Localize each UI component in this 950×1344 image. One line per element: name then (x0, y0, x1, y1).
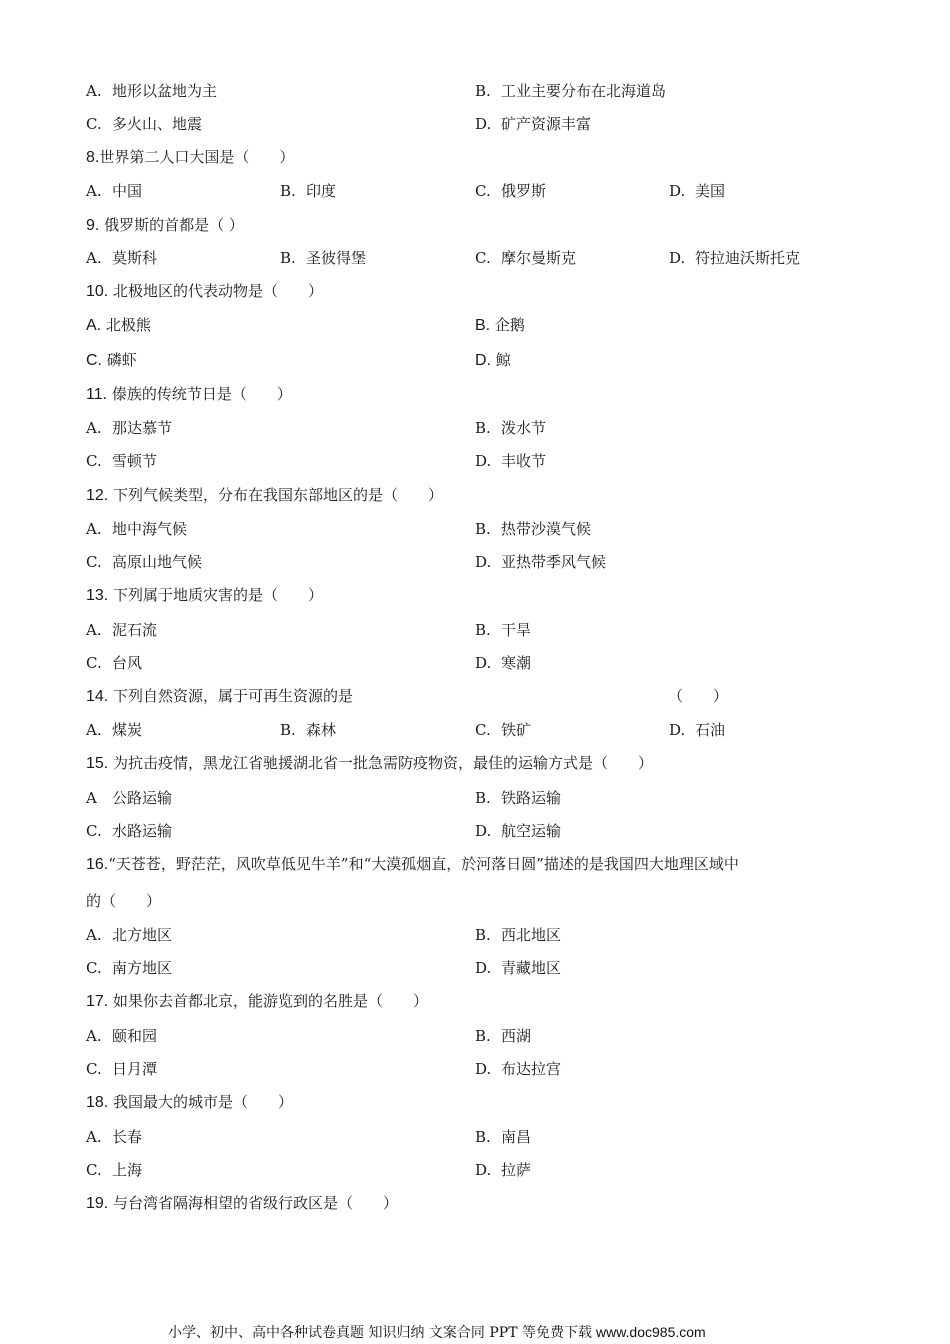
option-letter: C. (86, 654, 102, 672)
question-text-continued: 的（ ） (86, 892, 162, 910)
option-letter: D. (475, 822, 492, 840)
option-letter: A. (86, 621, 102, 639)
question-number: 18. (86, 1094, 109, 1111)
q11-option-c[interactable] (86, 447, 157, 475)
option-text: 南方地区 (112, 959, 173, 977)
q8-options-row (0, 177, 950, 205)
q16-options-row-1 (0, 921, 950, 949)
q8-option-b[interactable] (280, 177, 336, 205)
question-text: 傣族的传统节日是（ ） (111, 385, 292, 403)
option-letter: C. (86, 352, 102, 369)
option-letter: A. (86, 82, 102, 100)
option-text: 摩尔曼斯克 (501, 249, 577, 267)
q12-options-row-1 (0, 515, 950, 543)
q11-stem (0, 380, 950, 408)
question-number: 10. (86, 283, 109, 300)
option-letter: C. (86, 1161, 102, 1179)
footer-link[interactable]: www.doc985.com (595, 1324, 706, 1340)
question-number: 11. (86, 386, 108, 403)
q7-options-row-1 (0, 77, 950, 105)
option-text: 亚热带季风气候 (501, 553, 607, 571)
q17-option-d[interactable] (475, 1055, 561, 1083)
option-text: 莫斯科 (112, 249, 158, 267)
option-text: 铁路运输 (501, 789, 562, 807)
q9-option-c[interactable] (475, 244, 576, 272)
option-letter: D. (669, 721, 686, 739)
option-text: 企鹅 (494, 316, 525, 334)
question-text: 下列属于地质灾害的是（ ） (113, 586, 324, 604)
option-letter: C. (475, 721, 491, 739)
question-text: 我国最大的城市是（ ） (113, 1093, 294, 1111)
q19-stem (0, 1189, 950, 1217)
q17-stem (0, 987, 950, 1015)
q18-options-row-1 (0, 1123, 950, 1151)
option-text: 符拉迪沃斯托克 (695, 249, 801, 267)
option-letter: C. (86, 1060, 102, 1078)
option-text: 印度 (306, 182, 337, 200)
question-text: 与台湾省隔海相望的省级行政区是（ ） (113, 1194, 399, 1212)
question-text: 为抗击疫情，黑龙江省驰援湖北省一批急需防疫物资，最佳的运输方式是（ ） (113, 754, 654, 772)
q14-option-d[interactable] (669, 716, 725, 744)
option-text: 磷虾 (106, 351, 137, 369)
question-number: 9. (86, 217, 100, 234)
option-letter: A. (86, 419, 102, 437)
option-letter: D. (475, 959, 492, 977)
q9-option-d[interactable] (669, 244, 800, 272)
option-text: 北方地区 (112, 926, 173, 944)
option-text: 泥石流 (112, 621, 158, 639)
question-number: 19. (86, 1195, 109, 1212)
q10-option-d[interactable] (475, 346, 511, 375)
option-letter: D. (475, 452, 492, 470)
option-text: 雪顿节 (112, 452, 158, 470)
question-text: 北极地区的代表动物是（ ） (113, 282, 324, 300)
option-text: 地形以盆地为主 (112, 82, 218, 100)
question-text: 如果你去首都北京，能游览到的名胜是（ ） (113, 992, 429, 1010)
q12-option-c[interactable] (86, 548, 202, 576)
q8-stem (0, 143, 950, 171)
option-letter: D. (475, 352, 491, 369)
option-letter: D. (475, 115, 492, 133)
q14-stem (0, 682, 950, 710)
option-letter: A. (86, 182, 102, 200)
option-letter: B. (475, 82, 491, 100)
option-text: 日月潭 (112, 1060, 158, 1078)
option-letter: D. (475, 654, 492, 672)
q18-option-a[interactable] (86, 1123, 142, 1151)
q15-option-a[interactable] (86, 784, 172, 812)
option-letter: B. (475, 520, 491, 538)
q18-option-b[interactable] (475, 1123, 531, 1151)
question-text: 下列气候类型，分布在我国东部地区的是（ ） (113, 486, 444, 504)
option-text: 高原山地气候 (112, 553, 203, 571)
option-letter: A. (86, 1128, 102, 1146)
q15-options-row-2 (0, 817, 950, 845)
q9-option-b[interactable] (280, 244, 366, 272)
option-letter: D. (669, 249, 686, 267)
option-text: 煤炭 (112, 721, 143, 739)
option-text: 工业主要分布在北海道岛 (501, 82, 667, 100)
q7-option-a[interactable] (86, 77, 217, 105)
option-text: 颐和园 (112, 1027, 158, 1045)
option-text: 泼水节 (501, 419, 547, 437)
q12-stem (0, 481, 950, 509)
option-text: 热带沙漠气候 (501, 520, 592, 538)
option-text: 圣彼得堡 (306, 249, 367, 267)
q18-stem (0, 1088, 950, 1116)
option-letter: D. (475, 1161, 492, 1179)
option-text: 台风 (112, 654, 143, 672)
question-text: 俄罗斯的首都是（ ） (104, 216, 244, 234)
option-text: 北极熊 (105, 316, 151, 334)
option-text: 长春 (112, 1128, 143, 1146)
option-text: 青藏地区 (501, 959, 562, 977)
q12-option-d[interactable] (475, 548, 606, 576)
question-number: 13. (86, 587, 109, 604)
option-text: 上海 (112, 1161, 143, 1179)
q13-options-row-2 (0, 649, 950, 677)
q14-option-b[interactable] (280, 716, 336, 744)
q16-stem-line-1 (0, 850, 950, 878)
option-text: 中国 (112, 182, 143, 200)
q13-option-d[interactable] (475, 649, 531, 677)
option-text: 南昌 (501, 1128, 532, 1146)
option-letter: A. (86, 926, 102, 944)
q12-options-row-2 (0, 548, 950, 576)
question-text: “天苍苍，野茫茫，风吹草低见牛羊”和“大漠孤烟直，於河落日圆”描述的是我国四大地理区域中 (108, 855, 739, 873)
q13-options-row-1 (0, 616, 950, 644)
option-letter: A. (86, 721, 102, 739)
q14-options-row (0, 716, 950, 744)
option-text: 地中海气候 (112, 520, 188, 538)
q18-option-c[interactable] (86, 1156, 142, 1184)
q8-option-d[interactable] (669, 177, 725, 205)
q9-option-a[interactable] (86, 244, 157, 272)
option-text: 寒潮 (501, 654, 532, 672)
q17-options-row-2 (0, 1055, 950, 1083)
question-number: 16. (86, 856, 109, 873)
q12-option-a[interactable] (86, 515, 187, 543)
option-letter: B. (475, 789, 491, 807)
option-letter: D. (475, 553, 492, 571)
footer-text: 小学、初中、高中各种试卷真题 知识归纳 文案合同 PPT 等免费下载 (168, 1325, 592, 1341)
q16-option-c[interactable] (86, 954, 172, 982)
q10-options-row-2 (0, 346, 950, 374)
option-letter: B. (475, 419, 491, 437)
option-text: 水路运输 (112, 822, 173, 840)
option-letter: C. (86, 553, 102, 571)
option-letter: B. (475, 1027, 491, 1045)
q16-option-d[interactable] (475, 954, 561, 982)
option-letter: D. (475, 1060, 492, 1078)
option-letter: C. (86, 115, 102, 133)
option-letter: B. (280, 721, 296, 739)
q17-option-c[interactable] (86, 1055, 157, 1083)
q10-option-a[interactable] (86, 311, 151, 340)
option-letter: A (86, 789, 97, 807)
q9-stem (0, 211, 950, 239)
option-letter: C. (86, 822, 102, 840)
q12-option-b[interactable] (475, 515, 591, 543)
q18-options-row-2 (0, 1156, 950, 1184)
option-letter: B. (475, 926, 491, 944)
q7-option-c[interactable] (86, 110, 202, 138)
q7-options-row-2 (0, 110, 950, 138)
question-number: 14. (86, 688, 109, 705)
option-text: 航空运输 (501, 822, 562, 840)
q17-options-row-1 (0, 1022, 950, 1050)
q15-option-c[interactable] (86, 817, 172, 845)
q11-options-row-2 (0, 447, 950, 475)
q13-option-b[interactable] (475, 616, 531, 644)
question-number: 8. (86, 149, 100, 166)
option-letter: C. (86, 452, 102, 470)
question-number: 17. (86, 993, 109, 1010)
option-text: 布达拉宫 (501, 1060, 562, 1078)
option-letter: C. (475, 249, 491, 267)
q15-stem (0, 749, 950, 777)
q13-option-c[interactable] (86, 649, 142, 677)
q11-options-row-1 (0, 414, 950, 442)
option-text: 西湖 (501, 1027, 532, 1045)
question-number: 12. (86, 487, 109, 504)
option-text: 铁矿 (501, 721, 532, 739)
option-letter: A. (86, 317, 102, 334)
q17-option-a[interactable] (86, 1022, 157, 1050)
q7-option-b[interactable] (475, 77, 666, 105)
q10-options-row-1 (0, 311, 950, 339)
option-letter: B. (475, 621, 491, 639)
q16-stem-line-2 (0, 887, 950, 915)
footer (168, 1322, 706, 1343)
question-text: 下列自然资源，属于可再生资源的是 (113, 687, 354, 705)
answer-parentheses: （ ） (668, 687, 729, 705)
q11-option-a[interactable] (86, 414, 172, 442)
q10-option-b[interactable] (475, 311, 525, 340)
q13-stem (0, 581, 950, 609)
option-text: 那达慕节 (112, 419, 173, 437)
option-text: 公路运输 (112, 789, 173, 807)
option-letter: A. (86, 1027, 102, 1045)
option-letter: A. (86, 520, 102, 538)
option-text: 多火山、地震 (112, 115, 203, 133)
option-text: 石油 (695, 721, 726, 739)
q16-option-a[interactable] (86, 921, 172, 949)
q14-option-c[interactable] (475, 716, 531, 744)
option-letter: C. (475, 182, 491, 200)
option-letter: C. (86, 959, 102, 977)
option-text: 森林 (306, 721, 337, 739)
q11-option-b[interactable] (475, 414, 546, 442)
q8-option-a[interactable] (86, 177, 142, 205)
q16-option-b[interactable] (475, 921, 561, 949)
q15-option-b[interactable] (475, 784, 561, 812)
option-text: 丰收节 (501, 452, 547, 470)
option-text: 西北地区 (501, 926, 562, 944)
option-letter: A. (86, 249, 102, 267)
option-text: 鲸 (495, 351, 511, 369)
option-text: 俄罗斯 (501, 182, 547, 200)
option-text: 矿产资源丰富 (501, 115, 592, 133)
option-letter: B. (475, 317, 491, 334)
q17-option-b[interactable] (475, 1022, 531, 1050)
option-letter: B. (475, 1128, 491, 1146)
q10-option-c[interactable] (86, 346, 137, 375)
q7-option-d[interactable] (475, 110, 591, 138)
q15-option-d[interactable] (475, 817, 561, 845)
q14-option-a[interactable] (86, 716, 142, 744)
q13-option-a[interactable] (86, 616, 157, 644)
question-text: 世界第二人口大国是（ ） (99, 148, 295, 166)
option-text: 美国 (695, 182, 726, 200)
option-letter: B. (280, 182, 296, 200)
q15-options-row-1 (0, 784, 950, 812)
option-text: 拉萨 (501, 1161, 532, 1179)
q8-option-c[interactable] (475, 177, 546, 205)
q10-stem (0, 277, 950, 305)
option-letter: D. (669, 182, 686, 200)
q9-options-row (0, 244, 950, 272)
option-letter: B. (280, 249, 296, 267)
question-number: 15. (86, 755, 109, 772)
q18-option-d[interactable] (475, 1156, 531, 1184)
q11-option-d[interactable] (475, 447, 546, 475)
q16-options-row-2 (0, 954, 950, 982)
option-text: 干旱 (501, 621, 532, 639)
